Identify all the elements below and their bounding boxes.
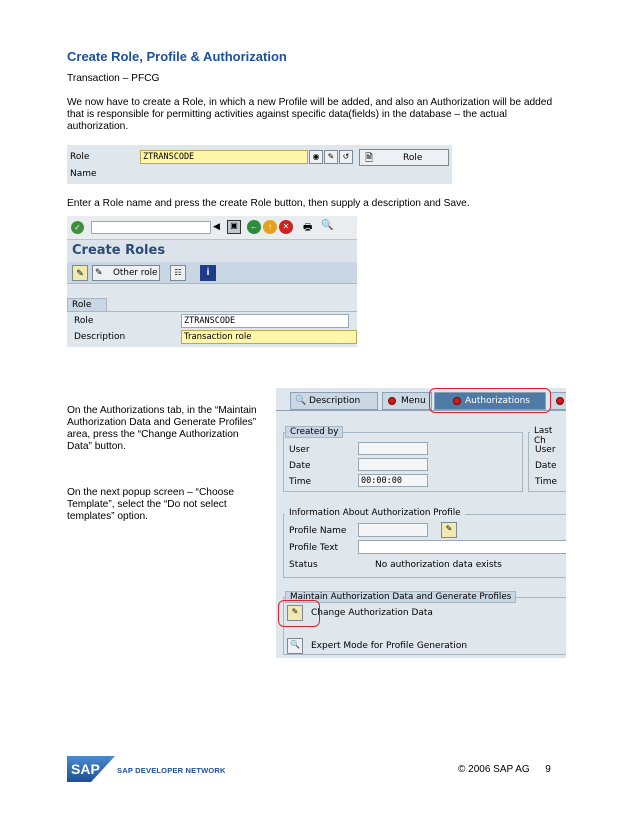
status-label: Status (289, 560, 318, 570)
change-auth-data-label[interactable]: Change Authorization Data (311, 608, 433, 618)
edit-pencil-icon[interactable]: ✎ (324, 150, 338, 164)
highlight-change-auth-button (278, 600, 320, 627)
description-label: Description (74, 332, 126, 342)
time-field: 00:00:00 (358, 474, 428, 487)
instruction-line: Enter a Role name and press the create Role button, then supply a description and Save. (67, 198, 470, 209)
enter-check-icon[interactable]: ✓ (71, 221, 84, 234)
role-label: Role (70, 152, 90, 162)
change-role-icon[interactable]: ✎ (72, 265, 88, 281)
print-icon[interactable]: 🖶 (303, 222, 313, 233)
profile-text-input[interactable] (358, 540, 566, 554)
other-role-button[interactable] (92, 265, 160, 281)
side-text-5: On the next popup screen – “Choose (67, 487, 235, 498)
maintain-auth-title: Maintain Authorization Data and Generate Profiles (285, 591, 516, 603)
find-icon[interactable]: 🔍 (321, 220, 334, 231)
user-field (358, 442, 428, 455)
authorizations-screenshot (276, 388, 566, 658)
sap-logo (67, 756, 115, 782)
standard-toolbar (67, 216, 357, 240)
other-role-icon: ✎ (95, 267, 103, 277)
create-role-button[interactable] (359, 149, 449, 166)
last-time-label: Time (535, 477, 558, 487)
description-tab-icon: 🔍 (295, 396, 307, 406)
name-label: Name (70, 169, 97, 179)
intro-line-1: We now have to create a Role, in which a new Profile will be added, and also an Authorization will be added (67, 97, 553, 108)
intro-line-2: that is responsible for permitting activities against specific data(fields) in the database – the actual (67, 109, 507, 120)
last-user-label: User (535, 445, 556, 455)
back-nav-icon[interactable]: ◀ (213, 221, 220, 231)
tab-description[interactable] (290, 392, 378, 410)
propose-profile-icon[interactable]: ✎ (441, 522, 457, 538)
role-group-tab (67, 298, 107, 311)
menu-status-icon (388, 397, 396, 405)
description-input[interactable]: Transaction role (181, 330, 357, 344)
expert-mode-label[interactable]: Expert Mode for Profile Generation (311, 641, 468, 651)
more-status-icon (556, 397, 564, 405)
side-text-6: Template”, select the “Do not select (67, 499, 227, 510)
cancel-icon[interactable]: ✕ (279, 220, 293, 234)
role-entry-screenshot (67, 145, 452, 184)
hierarchy-icon[interactable]: ☷ (170, 265, 186, 281)
copyright-text: © 2006 SAP AG (458, 764, 530, 775)
date-field (358, 458, 428, 471)
create-role-button-label: Role (403, 153, 423, 163)
sap-logo-shape (67, 756, 115, 782)
profile-name-label: Profile Name (289, 526, 347, 536)
last-date-label: Date (535, 461, 557, 471)
other-role-label: Other role (113, 268, 158, 278)
profile-name-field (358, 523, 428, 537)
intro-line-3: authorization. (67, 121, 129, 132)
page-number: 9 (545, 764, 551, 775)
side-text-7: templates” option. (67, 511, 148, 522)
profile-info-title: Information About Authorization Profile (285, 508, 465, 518)
side-text-2: Authorization Data and Generate Profiles” (67, 417, 257, 428)
sap-logo-text: SAP (71, 761, 100, 777)
tab-menu-label: Menu (401, 396, 426, 406)
display-icon[interactable]: ◉ (309, 150, 323, 164)
status-value: No authorization data exists (375, 560, 502, 570)
created-by-title: Created by (285, 426, 343, 438)
create-document-icon: 🗎 (365, 153, 374, 164)
create-roles-title: Create Roles (72, 243, 166, 258)
title-bar (67, 240, 357, 262)
footer-copyright (458, 764, 551, 775)
time-label: Time (289, 477, 312, 487)
page-heading: Create Role, Profile & Authorization (67, 49, 287, 64)
tab-menu[interactable] (382, 392, 432, 410)
save-icon[interactable]: ▣ (227, 220, 241, 234)
role-label-2: Role (74, 316, 94, 326)
highlight-authorizations-tab (429, 388, 551, 413)
tab-description-label: Description (309, 396, 361, 406)
profile-text-label: Profile Text (289, 543, 339, 553)
transaction-line: Transaction – PFCG (67, 73, 160, 84)
side-text-4: Data” button. (67, 441, 126, 452)
expert-mode-icon[interactable]: 🔍 (287, 638, 303, 654)
role-group-title: Role (72, 300, 92, 310)
change-icon[interactable]: ↺ (339, 150, 353, 164)
change-auth-pencil-icon[interactable]: ✎ (287, 605, 303, 621)
date-label: Date (289, 461, 311, 471)
side-text-1: On the Authorizations tab, in the “Maintain (67, 405, 257, 416)
exit-icon[interactable]: ↑ (263, 220, 277, 234)
user-label: User (289, 445, 310, 455)
role-input[interactable]: ZTRANSCODE (140, 150, 308, 164)
create-roles-screenshot (67, 216, 357, 347)
application-toolbar (67, 262, 357, 284)
side-text-3: area, press the “Change Authorization (67, 429, 239, 440)
sap-developer-network: SAP DEVELOPER NETWORK (117, 766, 226, 775)
command-field[interactable] (91, 221, 211, 234)
tab-authorizations-label: Authorizations (465, 396, 530, 406)
back-icon[interactable]: ← (247, 220, 261, 234)
tab-more[interactable] (550, 392, 566, 410)
role-value-field[interactable]: ZTRANSCODE (181, 314, 349, 328)
last-changed-title: Last Ch (530, 426, 566, 446)
info-icon[interactable]: i (200, 265, 216, 281)
